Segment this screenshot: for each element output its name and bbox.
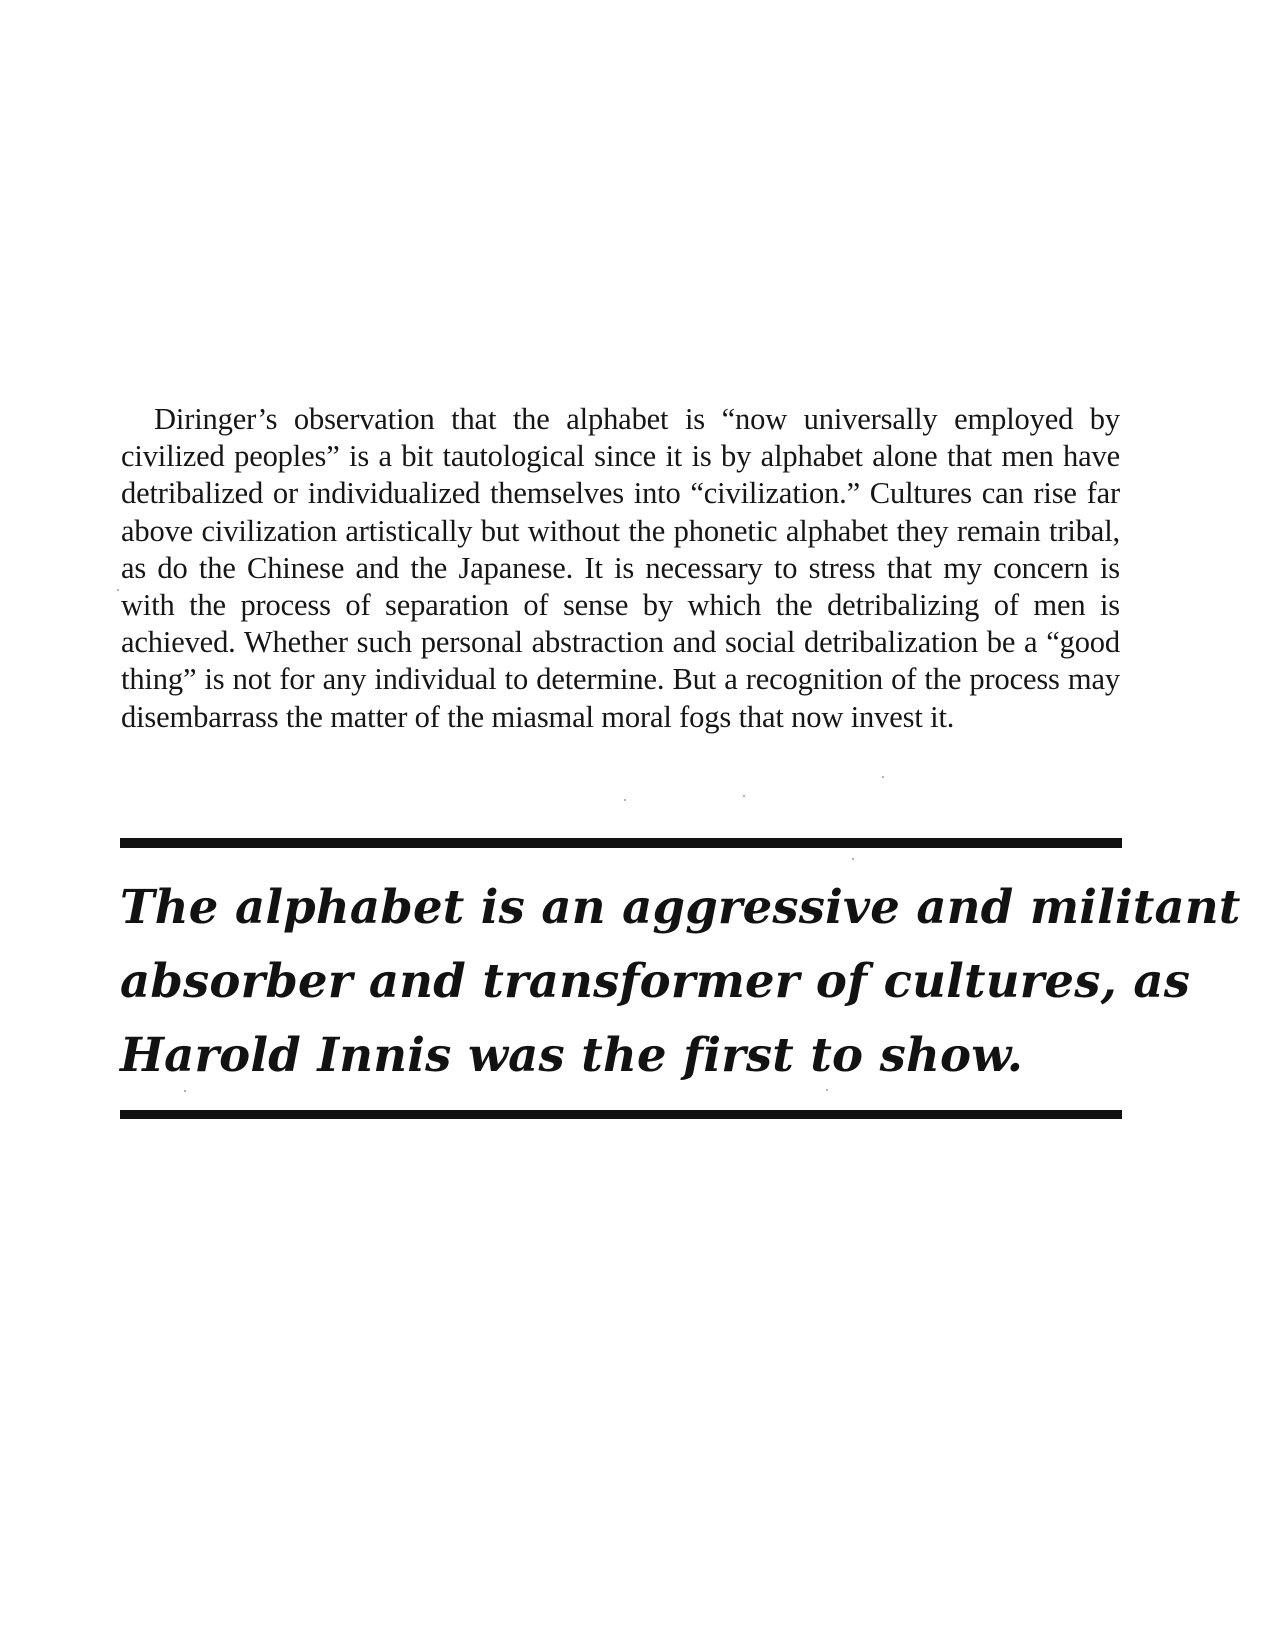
pull-quote-top-rule <box>120 838 1122 848</box>
body-paragraph: Diringer’s observation that the alphabet is “now universally employed by civilized peoples” is a bit tautological since it is by alphabet alone that men have detribalized or individualized themselves into “civilization.” Cultures can rise far above civilization artistically but without the phonetic alphabet they remain tribal, as do the Chinese and the Japanese. It is necessary to stress that my concern is with the process of separation of sense by which the detribalizing of men is achieved. Whether such personal abstraction and social detribalization be a “good thing” is not for any individual to determine. But a recognition of the process may disembarrass the matter of the miasmal moral fogs that now invest it. <box>121 402 1120 734</box>
scan-speck <box>852 858 854 860</box>
pull-quote <box>120 870 1241 1092</box>
scan-speck <box>184 1090 186 1092</box>
pull-quote-line: The alphabet is an aggressive and militant <box>120 879 1241 934</box>
pull-quote-bottom-rule <box>120 1110 1122 1119</box>
scan-speck <box>117 589 119 591</box>
scan-speck <box>743 795 745 797</box>
pull-quote-line: Harold Innis was the first to show. <box>120 1027 1024 1082</box>
scan-speck <box>624 799 626 801</box>
pull-quote-line: absorber and transformer of cultures, as <box>120 953 1191 1008</box>
scan-speck <box>826 1089 828 1091</box>
scan-speck <box>882 776 884 778</box>
